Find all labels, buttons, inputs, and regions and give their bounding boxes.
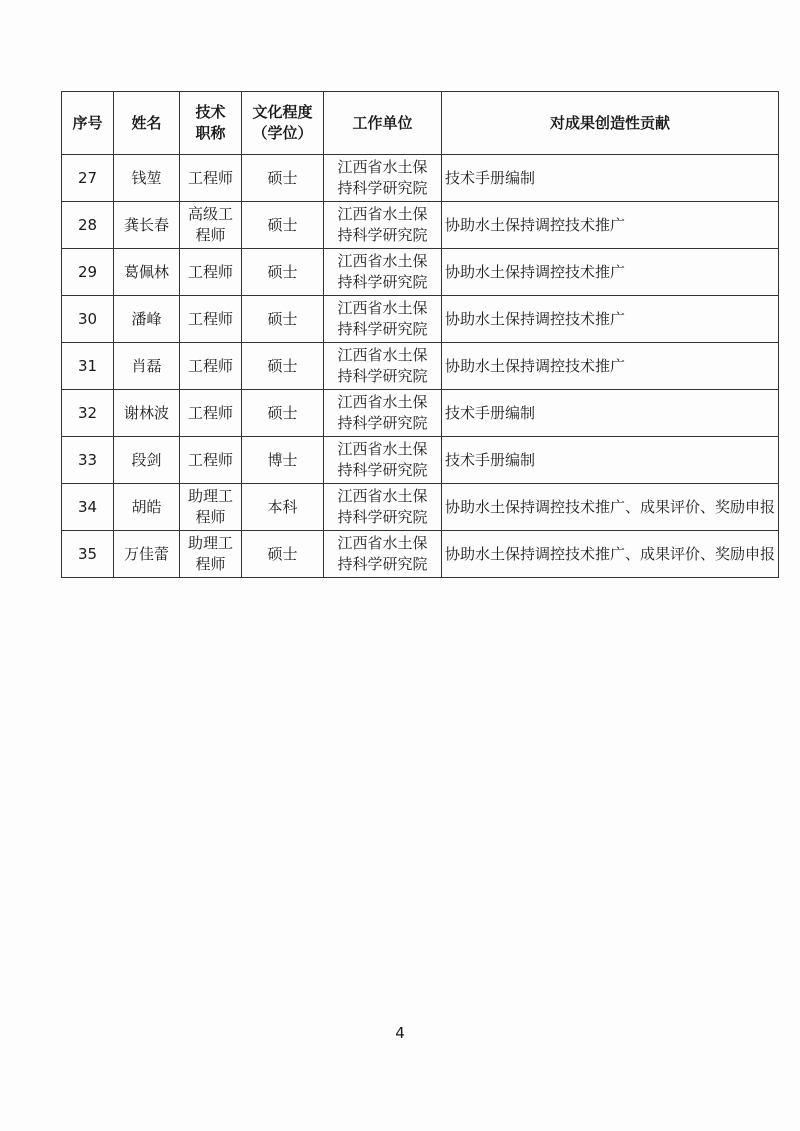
table-row [62, 343, 779, 390]
contributors-table [61, 91, 779, 578]
table-body [62, 155, 779, 578]
cell-title: 工程师 [180, 155, 242, 202]
cell-unit: 江西省水土保持科学研究院 [324, 437, 442, 484]
cell-title: 工程师 [180, 437, 242, 484]
cell-name: 潘峰 [114, 296, 180, 343]
cell-title: 工程师 [180, 390, 242, 437]
table-row [62, 531, 779, 578]
table-row [62, 202, 779, 249]
cell-education: 硕士 [242, 531, 324, 578]
cell-name: 谢林波 [114, 390, 180, 437]
cell-number: 35 [62, 531, 114, 578]
cell-name: 肖磊 [114, 343, 180, 390]
table-row [62, 155, 779, 202]
cell-name: 钱堃 [114, 155, 180, 202]
cell-title: 高级工程师 [180, 202, 242, 249]
cell-number: 32 [62, 390, 114, 437]
cell-unit: 江西省水土保持科学研究院 [324, 390, 442, 437]
cell-education: 硕士 [242, 202, 324, 249]
cell-unit: 江西省水土保持科学研究院 [324, 296, 442, 343]
cell-name: 段剑 [114, 437, 180, 484]
header-unit: 工作单位 [324, 92, 442, 155]
cell-education: 硕士 [242, 249, 324, 296]
cell-contribution: 协助水土保持调控技术推广 [442, 202, 779, 249]
header-number: 序号 [62, 92, 114, 155]
cell-number: 31 [62, 343, 114, 390]
cell-name: 葛佩林 [114, 249, 180, 296]
table-row [62, 296, 779, 343]
page-number: 4 [395, 1024, 405, 1042]
cell-name: 万佳蕾 [114, 531, 180, 578]
header-contribution: 对成果创造性贡献 [442, 92, 779, 155]
cell-contribution: 协助水土保持调控技术推广、成果评价、奖励申报 [442, 484, 779, 531]
header-name: 姓名 [114, 92, 180, 155]
table-row [62, 249, 779, 296]
cell-education: 硕士 [242, 343, 324, 390]
cell-title: 助理工程师 [180, 531, 242, 578]
cell-education: 本科 [242, 484, 324, 531]
cell-title: 工程师 [180, 249, 242, 296]
cell-unit: 江西省水土保持科学研究院 [324, 484, 442, 531]
header-title: 技术职称 [180, 92, 242, 155]
table-row [62, 484, 779, 531]
cell-contribution: 技术手册编制 [442, 390, 779, 437]
cell-contribution: 技术手册编制 [442, 155, 779, 202]
cell-education: 硕士 [242, 155, 324, 202]
table-row [62, 437, 779, 484]
cell-unit: 江西省水土保持科学研究院 [324, 343, 442, 390]
cell-education: 硕士 [242, 296, 324, 343]
cell-unit: 江西省水土保持科学研究院 [324, 155, 442, 202]
table-row [62, 390, 779, 437]
cell-title: 助理工程师 [180, 484, 242, 531]
cell-contribution: 技术手册编制 [442, 437, 779, 484]
table-header-row [62, 92, 779, 155]
cell-education: 博士 [242, 437, 324, 484]
cell-number: 34 [62, 484, 114, 531]
cell-name: 胡皓 [114, 484, 180, 531]
cell-unit: 江西省水土保持科学研究院 [324, 202, 442, 249]
cell-title: 工程师 [180, 296, 242, 343]
cell-education: 硕士 [242, 390, 324, 437]
cell-number: 29 [62, 249, 114, 296]
cell-contribution: 协助水土保持调控技术推广 [442, 296, 779, 343]
cell-number: 30 [62, 296, 114, 343]
cell-contribution: 协助水土保持调控技术推广、成果评价、奖励申报 [442, 531, 779, 578]
header-education: 文化程度（学位） [242, 92, 324, 155]
cell-number: 28 [62, 202, 114, 249]
cell-contribution: 协助水土保持调控技术推广 [442, 343, 779, 390]
cell-name: 龚长春 [114, 202, 180, 249]
cell-unit: 江西省水土保持科学研究院 [324, 249, 442, 296]
cell-contribution: 协助水土保持调控技术推广 [442, 249, 779, 296]
cell-title: 工程师 [180, 343, 242, 390]
cell-unit: 江西省水土保持科学研究院 [324, 531, 442, 578]
cell-number: 33 [62, 437, 114, 484]
cell-number: 27 [62, 155, 114, 202]
